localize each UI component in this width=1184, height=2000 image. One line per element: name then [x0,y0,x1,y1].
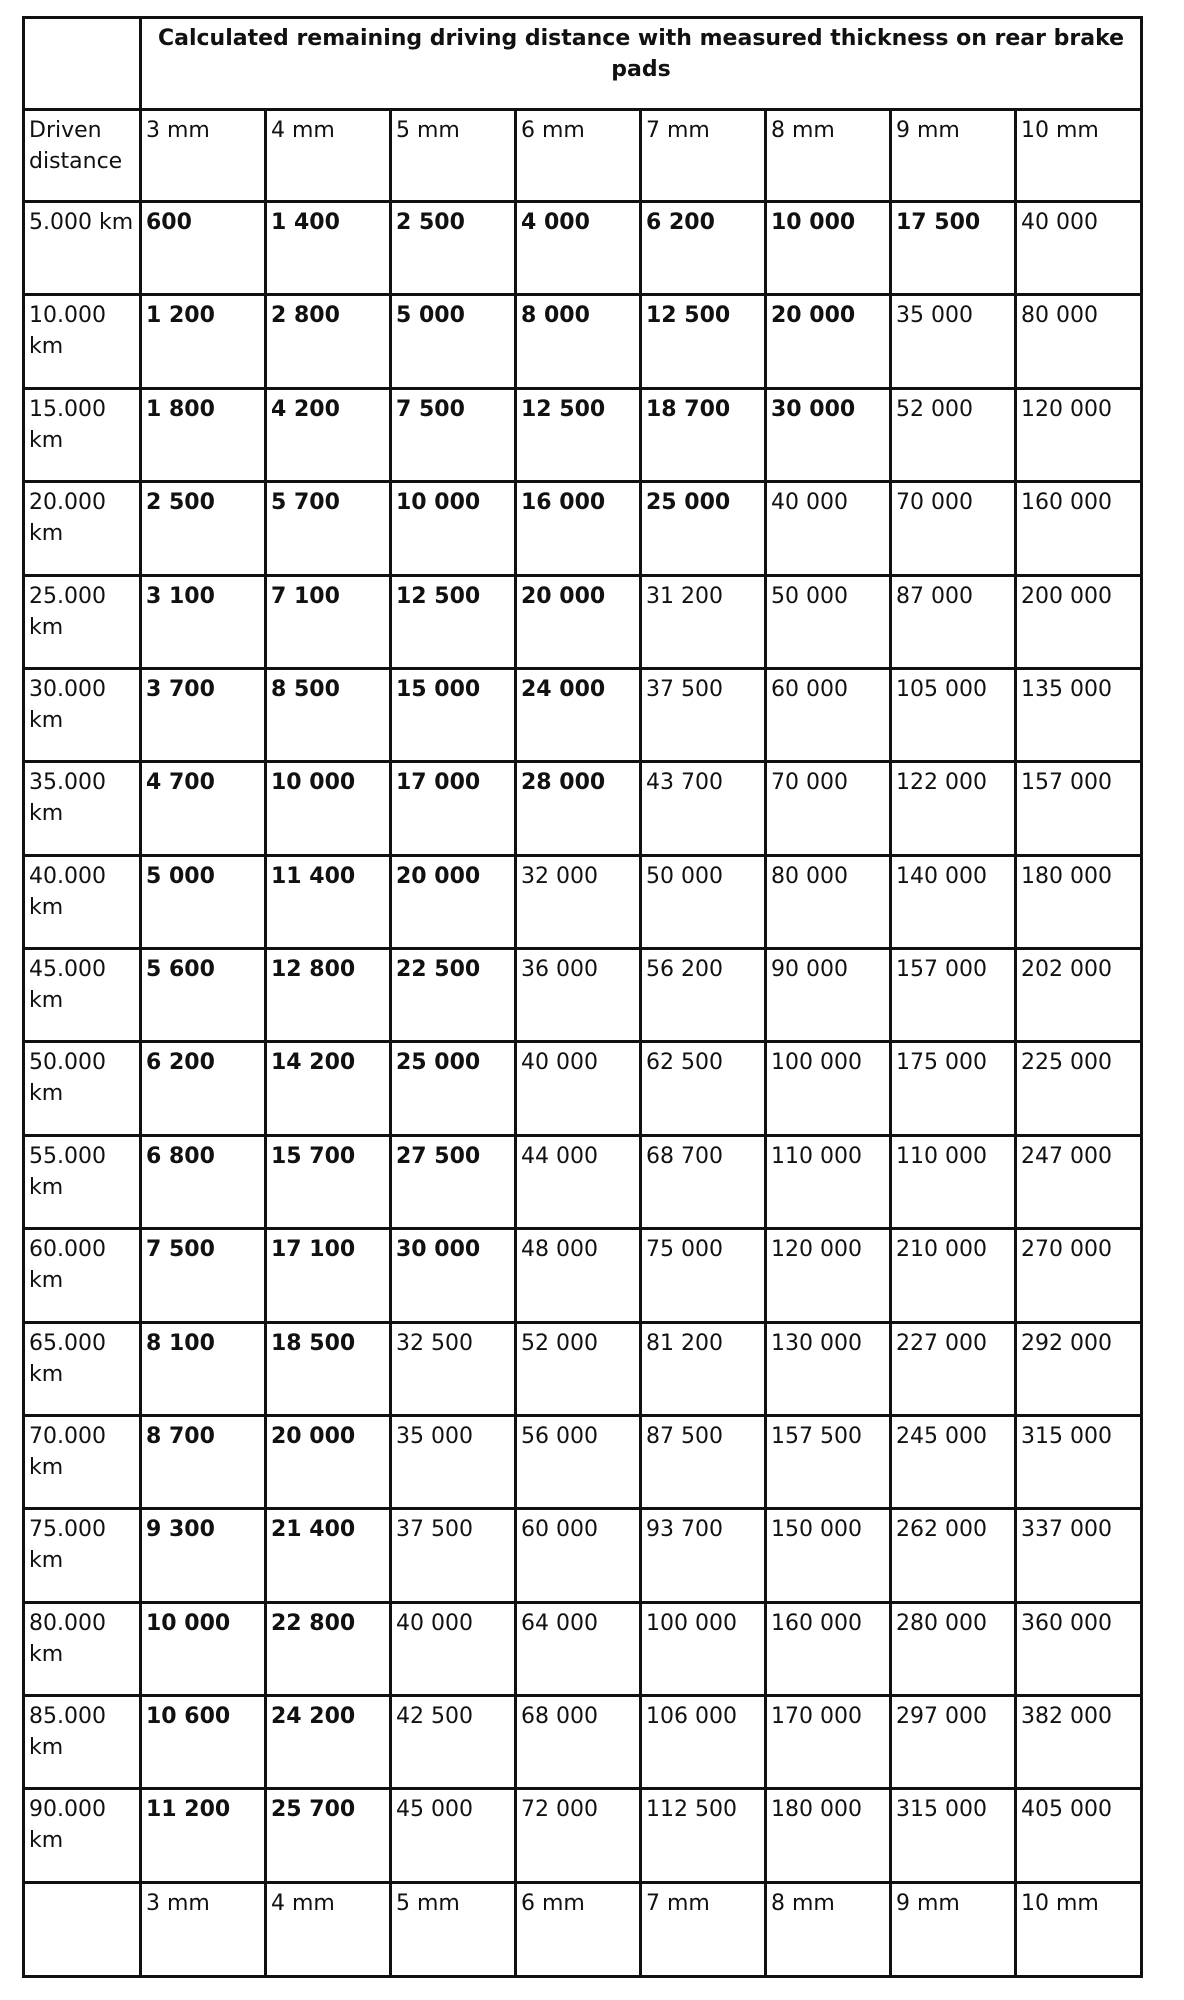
remaining-distance-cell: 1 400 [266,202,391,295]
remaining-distance-cell: 30 000 [391,1229,516,1322]
remaining-distance-cell: 122 000 [891,762,1016,855]
remaining-distance-cell: 24 000 [516,668,641,761]
remaining-distance-cell: 157 000 [891,949,1016,1042]
remaining-distance-cell: 120 000 [766,1229,891,1322]
table-row [24,1042,1142,1135]
remaining-distance-cell: 15 700 [266,1135,391,1228]
brake-pad-distance-table [22,16,1143,1978]
remaining-distance-cell: 25 700 [266,1789,391,1883]
remaining-distance-cell: 135 000 [1016,668,1142,761]
remaining-distance-cell: 160 000 [1016,482,1142,575]
thickness-footer-4mm: 4 mm [266,1883,391,1977]
remaining-distance-cell: 170 000 [766,1696,891,1789]
remaining-distance-cell: 80 000 [766,855,891,948]
remaining-distance-cell: 2 800 [266,295,391,388]
thickness-header-6mm: 6 mm [516,110,641,202]
remaining-distance-cell: 70 000 [766,762,891,855]
remaining-distance-cell: 45 000 [391,1789,516,1883]
remaining-distance-cell: 262 000 [891,1509,1016,1602]
remaining-distance-cell: 25 000 [391,1042,516,1135]
remaining-distance-cell: 22 500 [391,949,516,1042]
driven-distance-cell: 10.000 km [24,295,141,388]
remaining-distance-cell: 52 000 [516,1322,641,1415]
remaining-distance-cell: 32 000 [516,855,641,948]
thickness-footer-3mm: 3 mm [141,1883,266,1977]
table-body [24,202,1142,1883]
table-row [24,295,1142,388]
remaining-distance-cell: 9 300 [141,1509,266,1602]
remaining-distance-cell: 93 700 [641,1509,766,1602]
remaining-distance-cell: 20 000 [766,295,891,388]
remaining-distance-cell: 200 000 [1016,575,1142,668]
remaining-distance-cell: 14 200 [266,1042,391,1135]
table-row [24,1415,1142,1508]
remaining-distance-cell: 6 200 [641,202,766,295]
remaining-distance-cell: 3 700 [141,668,266,761]
remaining-distance-cell: 2 500 [141,482,266,575]
table-row [24,575,1142,668]
remaining-distance-cell: 31 200 [641,575,766,668]
table-row [24,1229,1142,1322]
remaining-distance-cell: 210 000 [891,1229,1016,1322]
remaining-distance-cell: 11 400 [266,855,391,948]
remaining-distance-cell: 8 100 [141,1322,266,1415]
driven-distance-cell: 50.000 km [24,1042,141,1135]
thickness-header-4mm: 4 mm [266,110,391,202]
remaining-distance-cell: 180 000 [1016,855,1142,948]
thickness-header-10mm: 10 mm [1016,110,1142,202]
remaining-distance-cell: 36 000 [516,949,641,1042]
remaining-distance-cell: 600 [141,202,266,295]
remaining-distance-cell: 52 000 [891,388,1016,481]
row-header-label: Driven distance [24,110,141,202]
remaining-distance-cell: 4 000 [516,202,641,295]
driven-distance-cell: 30.000 km [24,668,141,761]
remaining-distance-cell: 106 000 [641,1696,766,1789]
table-row [24,1322,1142,1415]
remaining-distance-cell: 17 000 [391,762,516,855]
remaining-distance-cell: 112 500 [641,1789,766,1883]
thickness-header-3mm: 3 mm [141,110,266,202]
remaining-distance-cell: 2 500 [391,202,516,295]
remaining-distance-cell: 1 200 [141,295,266,388]
remaining-distance-cell: 292 000 [1016,1322,1142,1415]
remaining-distance-cell: 40 000 [391,1602,516,1695]
remaining-distance-cell: 70 000 [891,482,1016,575]
remaining-distance-cell: 18 700 [641,388,766,481]
driven-distance-cell: 35.000 km [24,762,141,855]
remaining-distance-cell: 24 200 [266,1696,391,1789]
remaining-distance-cell: 157 500 [766,1415,891,1508]
remaining-distance-cell: 225 000 [1016,1042,1142,1135]
remaining-distance-cell: 4 700 [141,762,266,855]
remaining-distance-cell: 130 000 [766,1322,891,1415]
table-row [24,482,1142,575]
driven-distance-cell: 80.000 km [24,1602,141,1695]
remaining-distance-cell: 35 000 [391,1415,516,1508]
remaining-distance-cell: 202 000 [1016,949,1142,1042]
remaining-distance-cell: 280 000 [891,1602,1016,1695]
remaining-distance-cell: 40 000 [766,482,891,575]
remaining-distance-cell: 110 000 [766,1135,891,1228]
remaining-distance-cell: 5 600 [141,949,266,1042]
thickness-footer-row [24,1883,1142,1977]
driven-distance-cell: 40.000 km [24,855,141,948]
remaining-distance-cell: 10 000 [766,202,891,295]
remaining-distance-cell: 87 000 [891,575,1016,668]
remaining-distance-cell: 87 500 [641,1415,766,1508]
remaining-distance-cell: 150 000 [766,1509,891,1602]
remaining-distance-cell: 60 000 [766,668,891,761]
thickness-footer-9mm: 9 mm [891,1883,1016,1977]
remaining-distance-cell: 37 500 [391,1509,516,1602]
thickness-header-7mm: 7 mm [641,110,766,202]
table-row [24,1696,1142,1789]
remaining-distance-cell: 22 800 [266,1602,391,1695]
remaining-distance-cell: 68 000 [516,1696,641,1789]
table-row [24,1135,1142,1228]
remaining-distance-cell: 100 000 [766,1042,891,1135]
remaining-distance-cell: 75 000 [641,1229,766,1322]
remaining-distance-cell: 68 700 [641,1135,766,1228]
remaining-distance-cell: 43 700 [641,762,766,855]
remaining-distance-cell: 245 000 [891,1415,1016,1508]
remaining-distance-cell: 15 000 [391,668,516,761]
remaining-distance-cell: 7 500 [141,1229,266,1322]
remaining-distance-cell: 270 000 [1016,1229,1142,1322]
driven-distance-cell: 85.000 km [24,1696,141,1789]
table-row [24,668,1142,761]
remaining-distance-cell: 80 000 [1016,295,1142,388]
remaining-distance-cell: 17 100 [266,1229,391,1322]
remaining-distance-cell: 7 500 [391,388,516,481]
remaining-distance-cell: 50 000 [641,855,766,948]
driven-distance-cell: 90.000 km [24,1789,141,1883]
thickness-footer-6mm: 6 mm [516,1883,641,1977]
remaining-distance-cell: 110 000 [891,1135,1016,1228]
remaining-distance-cell: 56 000 [516,1415,641,1508]
remaining-distance-cell: 12 500 [516,388,641,481]
remaining-distance-cell: 160 000 [766,1602,891,1695]
thickness-header-9mm: 9 mm [891,110,1016,202]
driven-distance-cell: 65.000 km [24,1322,141,1415]
remaining-distance-cell: 44 000 [516,1135,641,1228]
remaining-distance-cell: 120 000 [1016,388,1142,481]
remaining-distance-cell: 140 000 [891,855,1016,948]
table-row [24,762,1142,855]
driven-distance-cell: 45.000 km [24,949,141,1042]
remaining-distance-cell: 7 100 [266,575,391,668]
remaining-distance-cell: 40 000 [516,1042,641,1135]
remaining-distance-cell: 62 500 [641,1042,766,1135]
remaining-distance-cell: 35 000 [891,295,1016,388]
remaining-distance-cell: 315 000 [1016,1415,1142,1508]
title-row [24,18,1142,110]
remaining-distance-cell: 180 000 [766,1789,891,1883]
remaining-distance-cell: 405 000 [1016,1789,1142,1883]
remaining-distance-cell: 8 000 [516,295,641,388]
driven-distance-cell: 75.000 km [24,1509,141,1602]
remaining-distance-cell: 12 800 [266,949,391,1042]
remaining-distance-cell: 32 500 [391,1322,516,1415]
remaining-distance-cell: 10 000 [266,762,391,855]
remaining-distance-cell: 6 800 [141,1135,266,1228]
remaining-distance-cell: 48 000 [516,1229,641,1322]
remaining-distance-cell: 6 200 [141,1042,266,1135]
remaining-distance-cell: 37 500 [641,668,766,761]
remaining-distance-cell: 297 000 [891,1696,1016,1789]
remaining-distance-cell: 42 500 [391,1696,516,1789]
remaining-distance-cell: 1 800 [141,388,266,481]
remaining-distance-cell: 28 000 [516,762,641,855]
remaining-distance-cell: 25 000 [641,482,766,575]
remaining-distance-cell: 64 000 [516,1602,641,1695]
remaining-distance-cell: 11 200 [141,1789,266,1883]
table-title: Calculated remaining driving distance with measured thickness on rear brake pads [141,18,1142,110]
table-row [24,1789,1142,1883]
table-row [24,388,1142,481]
remaining-distance-cell: 315 000 [891,1789,1016,1883]
driven-distance-cell: 55.000 km [24,1135,141,1228]
remaining-distance-cell: 10 000 [141,1602,266,1695]
remaining-distance-cell: 30 000 [766,388,891,481]
remaining-distance-cell: 72 000 [516,1789,641,1883]
driven-distance-cell: 60.000 km [24,1229,141,1322]
thickness-footer-10mm: 10 mm [1016,1883,1142,1977]
table-row [24,1602,1142,1695]
remaining-distance-cell: 5 000 [391,295,516,388]
remaining-distance-cell: 17 500 [891,202,1016,295]
remaining-distance-cell: 8 700 [141,1415,266,1508]
table-row [24,855,1142,948]
thickness-footer-5mm: 5 mm [391,1883,516,1977]
thickness-header-5mm: 5 mm [391,110,516,202]
remaining-distance-cell: 50 000 [766,575,891,668]
remaining-distance-cell: 3 100 [141,575,266,668]
remaining-distance-cell: 8 500 [266,668,391,761]
thickness-footer-8mm: 8 mm [766,1883,891,1977]
remaining-distance-cell: 27 500 [391,1135,516,1228]
table-row [24,1509,1142,1602]
remaining-distance-cell: 12 500 [391,575,516,668]
remaining-distance-cell: 337 000 [1016,1509,1142,1602]
remaining-distance-cell: 12 500 [641,295,766,388]
remaining-distance-cell: 10 600 [141,1696,266,1789]
remaining-distance-cell: 157 000 [1016,762,1142,855]
remaining-distance-cell: 100 000 [641,1602,766,1695]
table-row [24,949,1142,1042]
remaining-distance-cell: 60 000 [516,1509,641,1602]
remaining-distance-cell: 20 000 [391,855,516,948]
remaining-distance-cell: 175 000 [891,1042,1016,1135]
remaining-distance-cell: 227 000 [891,1322,1016,1415]
remaining-distance-cell: 90 000 [766,949,891,1042]
thickness-header-row [24,110,1142,202]
footer-corner-cell [24,1883,141,1977]
thickness-header-8mm: 8 mm [766,110,891,202]
remaining-distance-cell: 4 200 [266,388,391,481]
driven-distance-cell: 5.000 km [24,202,141,295]
driven-distance-cell: 25.000 km [24,575,141,668]
driven-distance-cell: 70.000 km [24,1415,141,1508]
remaining-distance-cell: 16 000 [516,482,641,575]
remaining-distance-cell: 56 200 [641,949,766,1042]
remaining-distance-cell: 18 500 [266,1322,391,1415]
corner-cell [24,18,141,110]
remaining-distance-cell: 20 000 [516,575,641,668]
remaining-distance-cell: 105 000 [891,668,1016,761]
remaining-distance-cell: 40 000 [1016,202,1142,295]
driven-distance-cell: 20.000 km [24,482,141,575]
remaining-distance-cell: 81 200 [641,1322,766,1415]
thickness-footer-7mm: 7 mm [641,1883,766,1977]
remaining-distance-cell: 5 000 [141,855,266,948]
remaining-distance-cell: 382 000 [1016,1696,1142,1789]
remaining-distance-cell: 20 000 [266,1415,391,1508]
remaining-distance-cell: 21 400 [266,1509,391,1602]
remaining-distance-cell: 10 000 [391,482,516,575]
driven-distance-cell: 15.000 km [24,388,141,481]
table-row [24,202,1142,295]
remaining-distance-cell: 247 000 [1016,1135,1142,1228]
remaining-distance-cell: 360 000 [1016,1602,1142,1695]
remaining-distance-cell: 5 700 [266,482,391,575]
